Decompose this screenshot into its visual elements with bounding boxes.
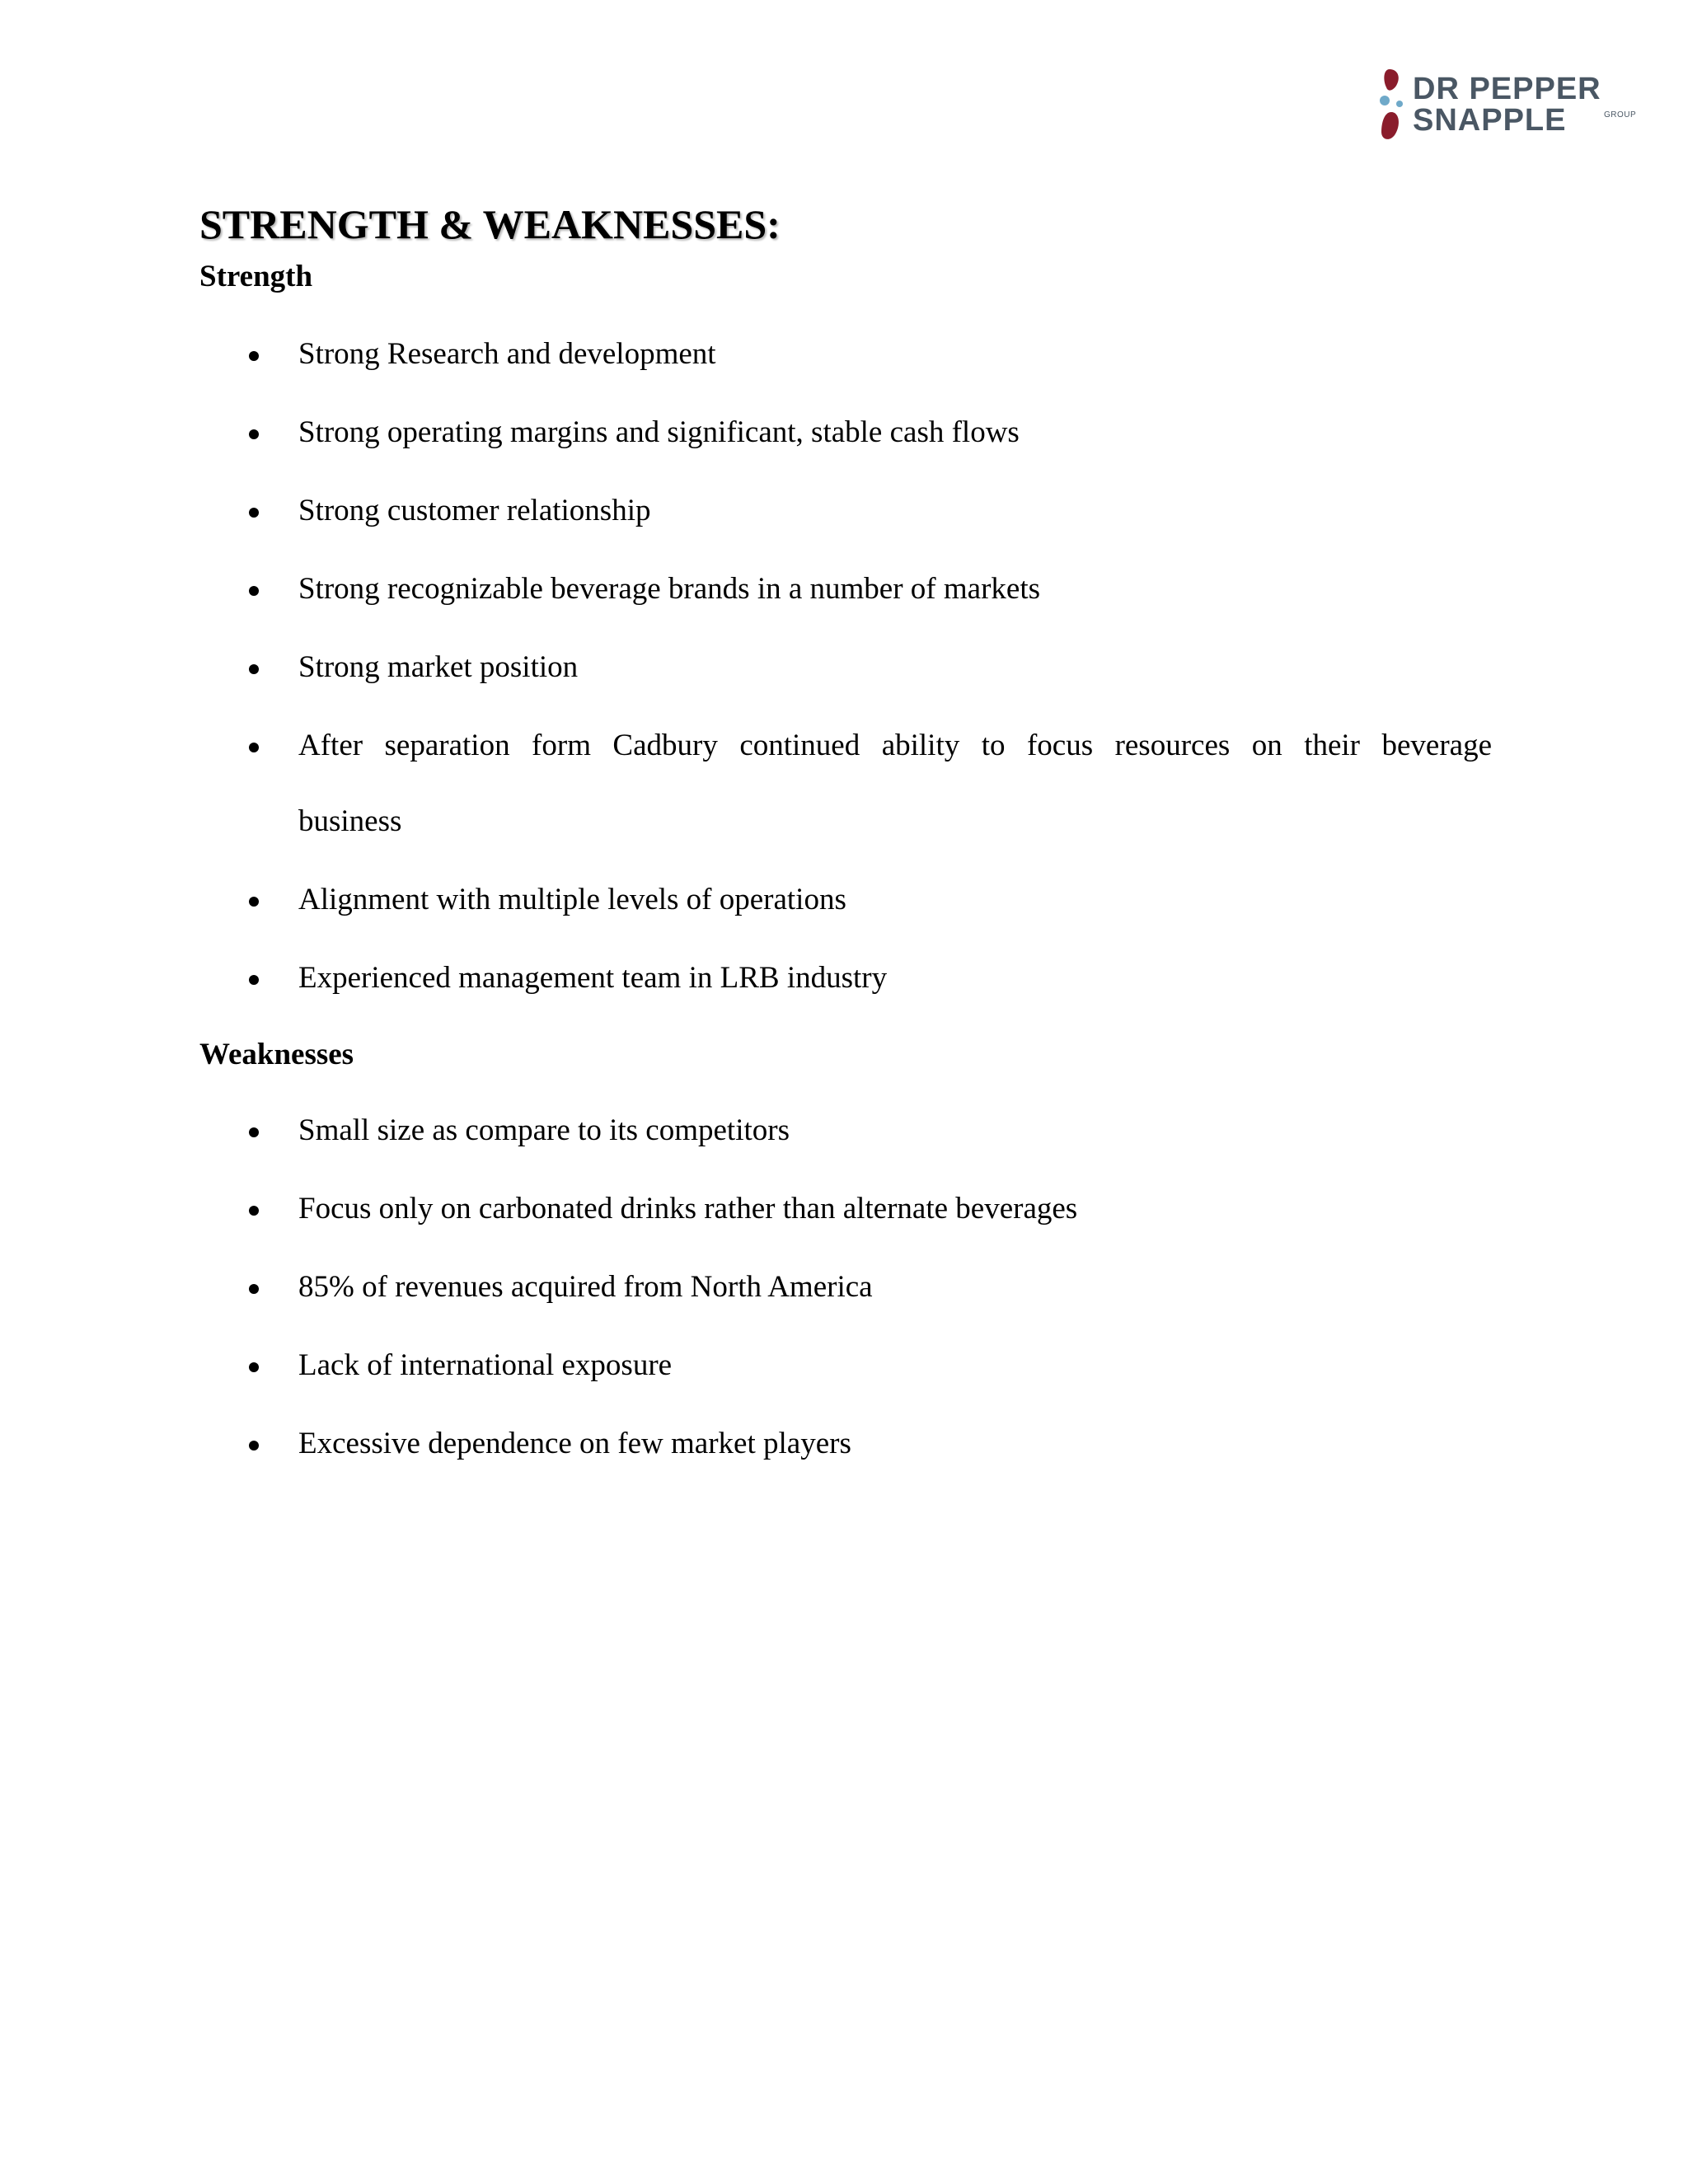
list-item-text: Excessive dependence on few market players <box>298 1427 851 1460</box>
bullet-icon <box>247 1269 264 1305</box>
bullet-icon <box>247 1191 264 1227</box>
bullet-icon <box>247 493 264 529</box>
weaknesses-heading: Weaknesses <box>199 1038 354 1071</box>
logo-text-line1: DR PEPPER <box>1413 72 1601 106</box>
bullet-icon <box>247 1113 264 1149</box>
list-item-text: Experienced management team in LRB industry <box>298 961 888 995</box>
bullet-icon <box>247 571 264 607</box>
company-logo <box>1378 68 1658 150</box>
bullet-icon <box>247 882 264 918</box>
bullet-icon <box>247 960 264 996</box>
list-item-text: Strong customer relationship <box>298 494 651 527</box>
bullet-icon <box>247 1347 264 1384</box>
bullet-icon <box>247 1426 264 1462</box>
list-item-text: Small size as compare to its competitors <box>298 1113 790 1147</box>
logo-text-group: GROUP <box>1604 110 1637 120</box>
list-item-text: Alignment with multiple levels of operations <box>298 883 846 916</box>
list-item-text: 85% of revenues acquired from North America <box>298 1270 873 1304</box>
page-title: STRENGTH & WEAKNESSES: <box>199 201 781 247</box>
strength-heading: Strength <box>199 260 313 293</box>
list-item-text: Strong operating margins and significant, stable cash flows <box>298 415 1020 449</box>
bullet-icon <box>247 415 264 451</box>
bullet-icon <box>247 336 264 373</box>
list-item-text-line: After separation form Cadbury continued ability to focus resources on their beverage <box>298 729 1492 762</box>
bullet-icon <box>247 649 264 686</box>
logo-text-line2: SNAPPLE <box>1413 103 1567 138</box>
list-item-text: Lack of international exposure <box>298 1348 673 1382</box>
list-item-text: Strong recognizable beverage brands in a number of markets <box>298 572 1040 606</box>
list-item-text: Strong market position <box>298 650 579 684</box>
list-item-text <box>298 728 1492 840</box>
list-item-text-line: business <box>298 804 402 838</box>
bullet-icon <box>247 728 264 764</box>
logo-mark-icon <box>1378 68 1411 142</box>
list-item-text: Strong Research and development <box>298 337 716 371</box>
list-item-text: Focus only on carbonated drinks rather than alternate beverages <box>298 1192 1078 1226</box>
